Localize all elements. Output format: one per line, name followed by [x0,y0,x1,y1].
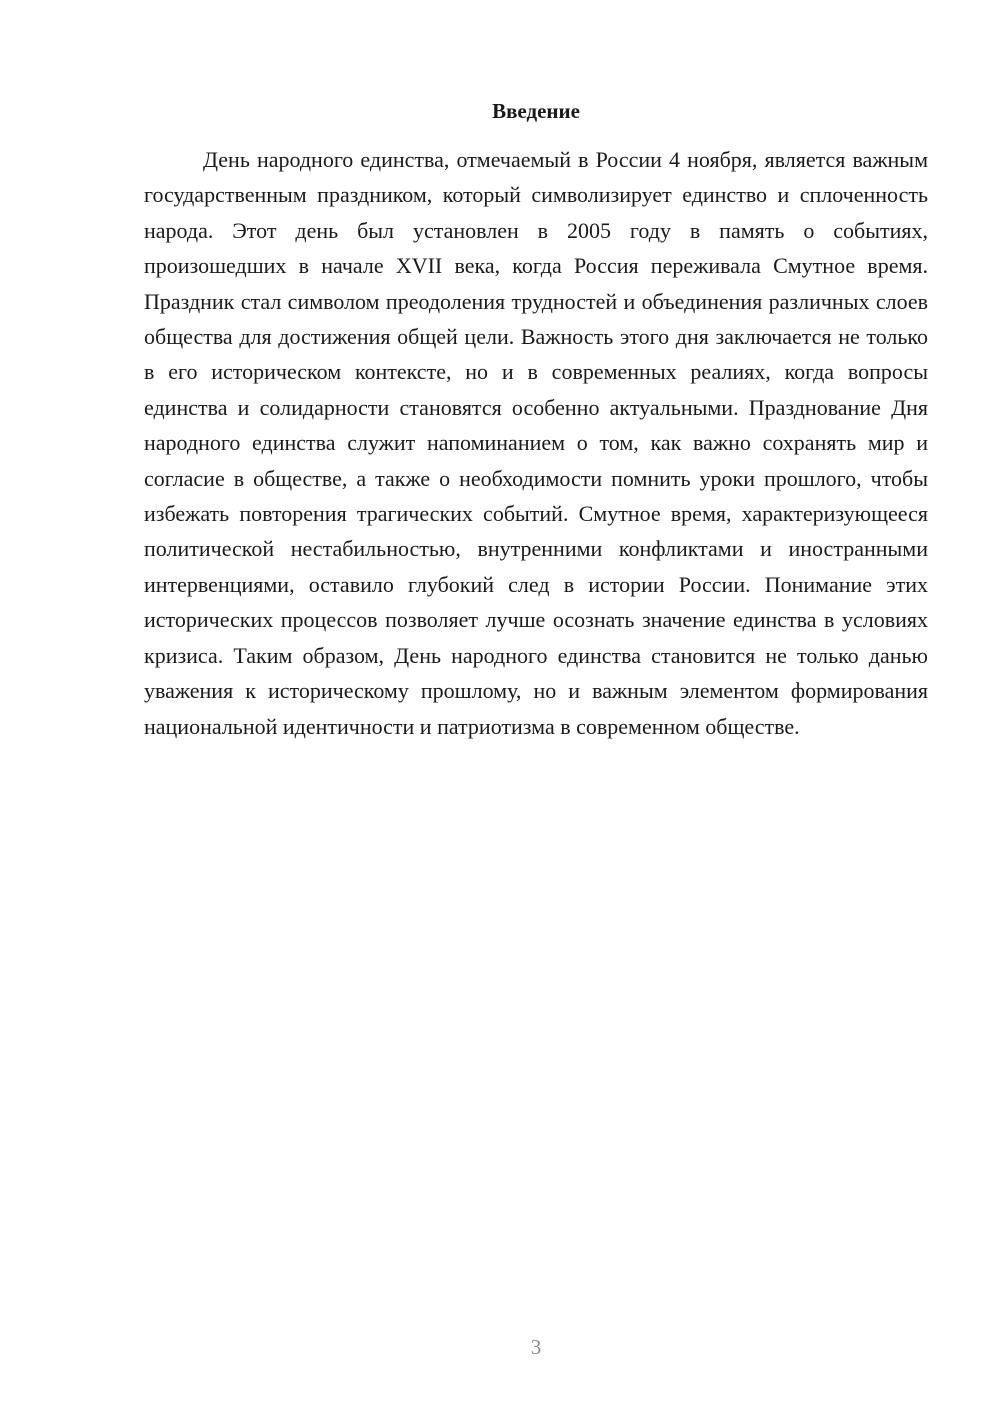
body-paragraph: День народного единства, отмечаемый в России 4 ноября, является важным государственным праздником, который символизирует единство и сплоченность народа. Этот день был установлен в 2005 году в память о событиях, произошедших в начале XVII века, когда Россия переживала Смутное время. Праздник стал символом преодоления трудностей и объединения различных слоев общества для достижения общей цели. Важность этого дня заключается не только в его историческом контексте, но и в современных реалиях, когда вопросы единства и солидарности становятся особенно актуальными. Празднование Дня народного единства служит напоминанием о том, как важно сохранять мир и согласие в обществе, а также о необходимости помнить уроки прошлого, чтобы избежать повторения трагических событий. Смутное время, характеризующееся политической нестабильностью, внутренними конфликтами и иностранными интервенциями, оставило глубокий след в истории России. Понимание этих исторических процессов позволяет лучше осознать значение единства в условиях кризиса. Таким образом, День народного единства становится не только данью уважения к историческому прошлому, но и важным элементом формирования национальной идентичности и патриотизма в современном обществе. [144,147,928,739]
section-heading: Введение [492,99,580,123]
page-number: 3 [530,1335,542,1359]
